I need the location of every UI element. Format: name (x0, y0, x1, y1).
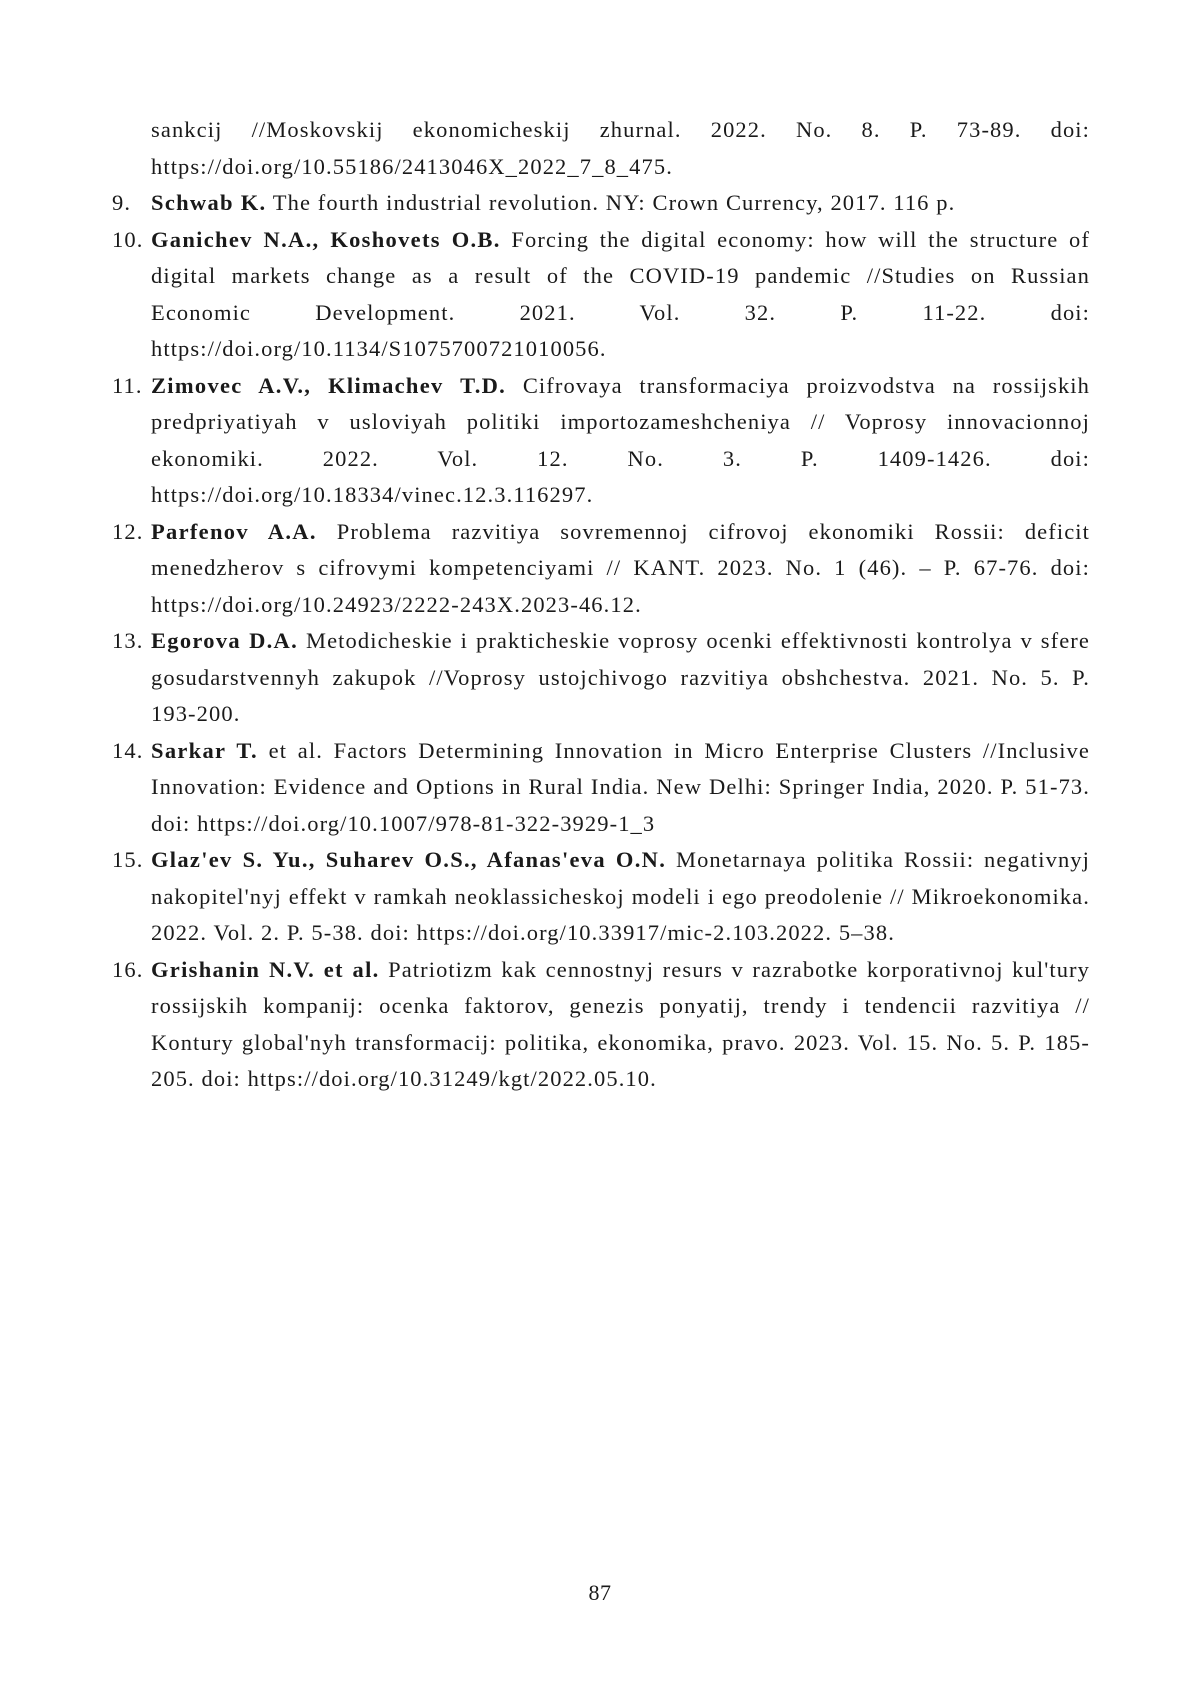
reference-text: Forcing the digital economy: how will the structure of digital markets change as a result of the COVID-19 pandemic //Studies on Russian Economic Development. 2021. Vol. 32. P. 11-22. doi: https://doi.org/10.1134/S1075700721010056. (151, 226, 1090, 361)
reference-text: Cifrovaya transformaciya proizvodstva na rossijskih predpriyatiyah v usloviyah politiki importozameshcheniya // Voprosy innovacionnoj ekonomiki. 2022. Vol. 12. No. 3. P. 1409-1426. doi: https://doi.org/10.18334/vinec.12.3.116297. (151, 372, 1090, 507)
reference-item-12 (112, 514, 1090, 624)
reference-authors: Parfenov A.A. (151, 518, 317, 544)
reference-number: 14. (112, 737, 144, 763)
reference-list (112, 112, 1090, 1098)
reference-text: Monetarnaya politika Rossii: negativnyj nakopitel'nyj effekt v ramkah neoklassicheskoj modeli i ego preodolenie // Mikroekonomika. 2022. Vol. 2. P. 5-38. doi: https://doi.org/10.33917/mic-2.103.2022. 5–38. (151, 847, 1091, 945)
reference-item-10 (112, 222, 1090, 368)
reference-number: 13. (112, 628, 144, 653)
reference-number: 12. (112, 518, 144, 544)
reference-authors: Sarkar T. (151, 737, 258, 763)
reference-item-11 (112, 368, 1090, 514)
reference-text: Metodicheskie i prakticheskie voprosy ocenki effektivnosti kontrolya v sfere gosudarstvennyh zakupok //Voprosy ustojchivogo razvitiya obshchestva. 2021. No. 5. P. 193-200. (151, 628, 1090, 726)
reference-number: 16. (112, 956, 144, 982)
reference-authors: Glaz'ev S. Yu., Suharev O.S., Afanas'eva O.N. (151, 847, 667, 872)
reference-text: et al. Factors Determining Innovation in Micro Enterprise Clusters //Inclusive Innovation: Evidence and Options in Rural India. New Delhi: Springer India, 2020. P. 51-73. doi: https://doi.org/10.1007/978-81-322-3929-1_3 (151, 737, 1090, 836)
reference-number: 15. (112, 847, 144, 872)
reference-item-14 (112, 733, 1090, 843)
reference-authors: Schwab K. (151, 190, 267, 215)
reference-item-15 (112, 842, 1090, 952)
reference-item-13 (112, 623, 1090, 733)
reference-text: Patriotizm kak cennostnyj resurs v razrabotke korporativnoj kul'tury rossijskih kompanij: ocenka faktorov, genezis ponyatij, trendy i tendencii razvitiya // Kontury global'nyh transformacij: politika, ekonomika, pravo. 2023. Vol. 15. No. 5. P. 185-205. doi: https://doi.org/10.31249/kgt/2022.05.10. (151, 956, 1090, 1091)
reference-item-9 (112, 185, 1090, 222)
reference-number: 10. (112, 226, 144, 252)
reference-continuation (112, 112, 1090, 185)
reference-continuation-text: sankcij //Moskovskij ekonomicheskij zhurnal. 2022. No. 8. P. 73-89. doi: https://doi.org/10.55186/2413046X_2022_7_8_475. (151, 117, 1090, 179)
reference-number: 9. (112, 190, 132, 215)
page-number: 87 (588, 1580, 612, 1605)
reference-authors: Grishanin N.V. et al. (151, 956, 380, 982)
reference-authors: Zimovec A.V., Klimachev T.D. (151, 372, 507, 398)
reference-text: Problema razvitiya sovremennoj cifrovoj ekonomiki Rossii: deficit menedzherov s cifrovymi kompetenciyami // KANT. 2023. No. 1 (46). – P. 67-76. doi: https://doi.org/10.24923/2222-243X.2023-46.12. (151, 518, 1090, 617)
reference-item-16 (112, 952, 1090, 1098)
reference-authors: Egorova D.A. (151, 628, 299, 653)
reference-authors: Ganichev N.A., Koshovets O.B. (151, 226, 501, 252)
reference-text: The fourth industrial revolution. NY: Crown Currency, 2017. 116 p. (266, 190, 956, 215)
reference-number: 11. (112, 372, 143, 398)
